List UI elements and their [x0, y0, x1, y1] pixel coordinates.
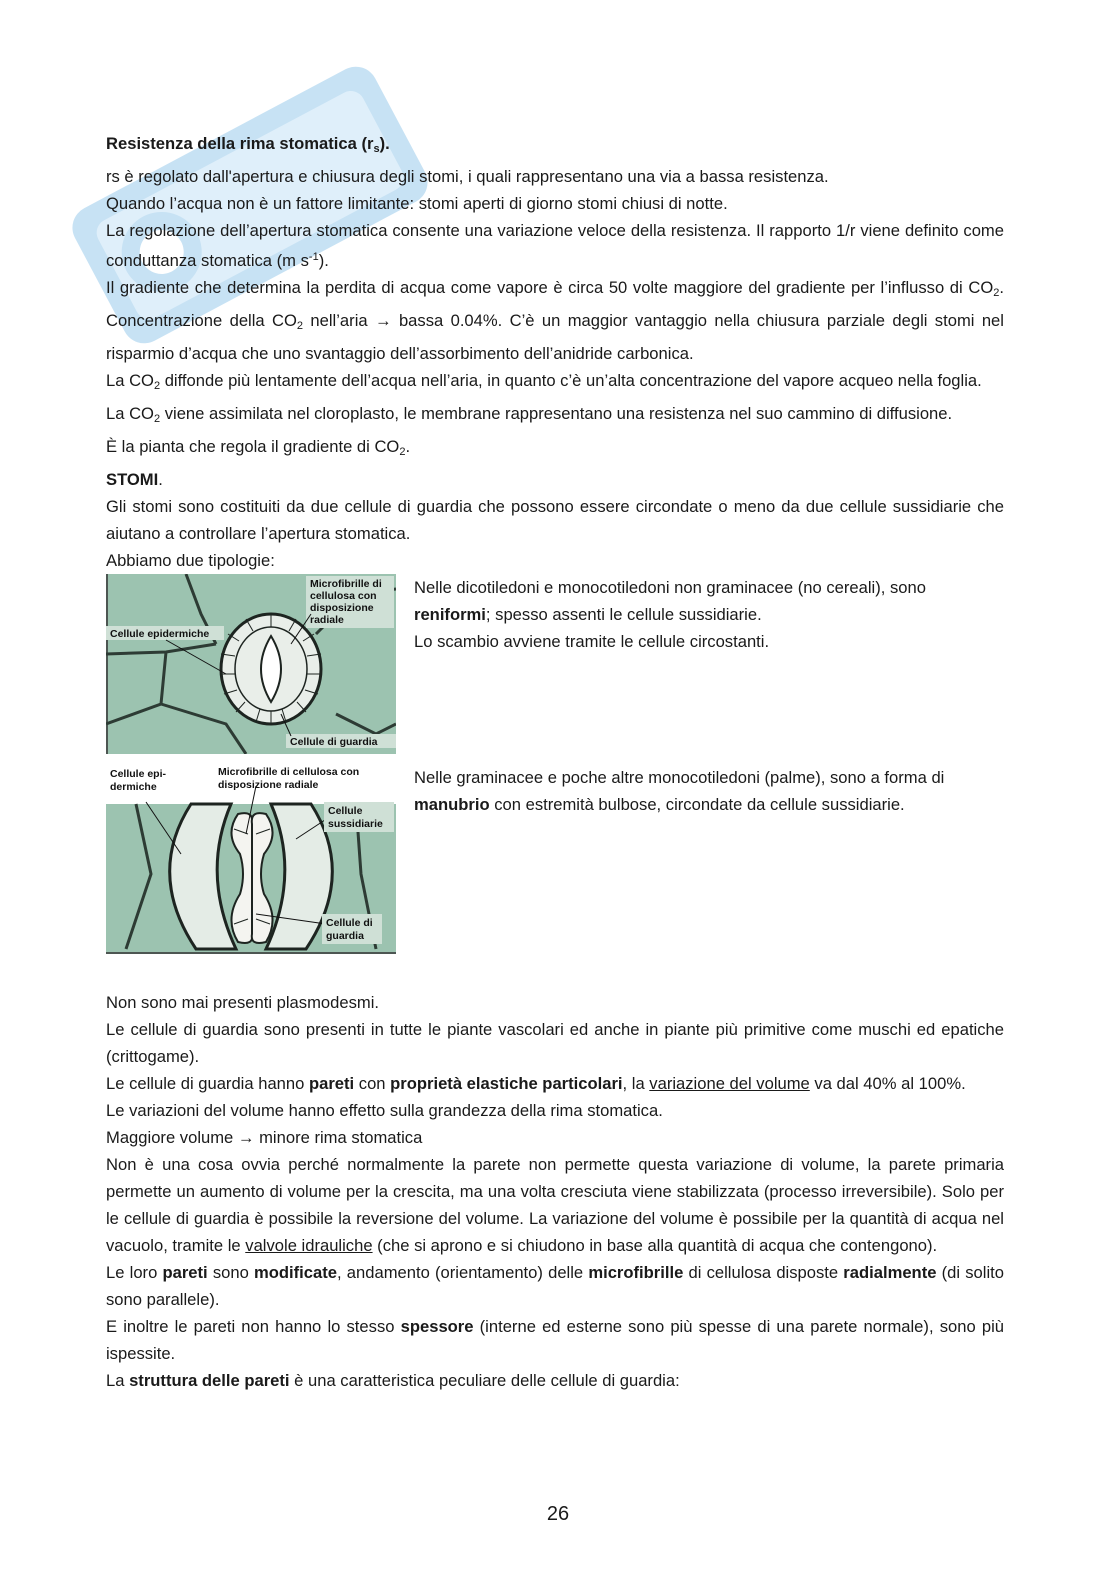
label-microfibrille-4: radiale: [310, 614, 344, 626]
paragraph: E inoltre le pareti non hanno lo stesso spessore (interne ed esterne sono più spesse di una parete normale), sono più ispessite.: [106, 1317, 1004, 1363]
label-microfibrille-2: cellulosa con: [310, 590, 377, 602]
paragraph: Le variazioni del volume hanno effetto sulla grandezza della rima stomatica.: [106, 1101, 663, 1120]
page-number: 26: [546, 1503, 570, 1525]
reniform-stoma-figure: [106, 574, 396, 754]
label-cellule-di-guardia: Cellule di: [326, 917, 373, 929]
paragraph: La $CO_2$ viene assimilata nel cloroplasto, le membrane rappresentano una resistenza nel suo cammino di diffusione.: [106, 404, 953, 425]
label-cellule-epidermiche: Cellule epidermiche: [110, 628, 210, 640]
arrow-icon: →: [374, 311, 392, 330]
label-microfibrille: Microfibrille di: [310, 578, 382, 590]
paragraph: Le cellule di guardia sono presenti in tutte le piante vascolari ed anche in piante più primitive come muschi ed epatiche (crittogame).: [106, 1020, 1004, 1066]
caption-paragraph: Nelle dicotiledoni e monocotiledoni non graminacee (no cereali), sono reniformi; spesso assenti le cellule sussidiarie.: [414, 578, 926, 624]
label-cellule-sussidiarie-2: sussidiarie: [328, 818, 383, 830]
paragraph: La struttura delle pareti è una caratteristica peculiare delle cellule di guardia:: [106, 1371, 680, 1390]
paragraph: rs è regolato dall'apertura e chiusura degli stomi, i quali rappresentano una via a bassa resistenza.: [106, 167, 829, 186]
paragraph: Gli stomi sono costituiti da due cellule di guardia che possono essere circondate o meno da due cellule sussidiarie che aiutano a controllare l’apertura stomatica.: [106, 497, 1004, 543]
paragraph: La regolazione dell’apertura stomatica consente una variazione veloce della resistenza. Il rapporto 1/r viene definito come conduttanza stomatica (m $s^{-1}$).: [106, 221, 1004, 270]
caption-paragraph: Lo scambio avviene tramite le cellule circostanti.: [414, 632, 770, 651]
paragraph: Il gradiente che determina la perdita di acqua come vapore è circa 50 volte maggiore del gradiente per l’influsso di $CO_2$. Concentrazione della $CO_2$ nell’aria → bassa 0.04%. C’è un maggior vantaggio nella chiusura parziale degli stomi nel risparmio d’acqua che uno svantaggio dell’assorbimento dell’anidride carbonica.: [106, 278, 1004, 363]
paragraph: Le cellule di guardia hanno pareti con proprietà elastiche particolari, la variazione del volume va dal 40% al 100%.: [106, 1074, 966, 1093]
paragraph: Non sono mai presenti plasmodesmi.: [106, 993, 380, 1012]
label-cellule-epidermiche-2: dermiche: [110, 781, 157, 793]
paragraph: Maggiore volume → minore rima stomatica: [106, 1128, 423, 1147]
paragraph: Non è una cosa ovvia perché normalmente la parete non permette questa variazione di volume, la parete primaria permette un aumento di volume per la crescita, ma una volta cresciuta viene stabilizzata (processo irreversibile). Solo per le cellule di guardia è possibile la reversione del volume. La variazione del volume è possibile per la quantità di acqua nel vacuolo, tramite le valvole idrauliche (che si aprono e si chiudono in base alla quantità di acqua che contengono).: [106, 1155, 1004, 1255]
figure-reniform-row: [106, 574, 1004, 764]
label-cellule-di-guardia-2: guardia: [326, 930, 364, 942]
label-cellule-epidermiche: Cellule epi-: [110, 768, 167, 780]
paragraph: La $CO_2$ diffonde più lentamente dell’acqua nell’aria, in quanto c’è un’alta concentrazione del vapore acqueo nella foglia.: [106, 371, 982, 392]
figure-reniform-caption: [414, 574, 1004, 655]
paragraph: Le loro pareti sono modificate, andamento (orientamento) delle microfibrille di cellulosa disposte radialmente (di solito sono parallele).: [106, 1263, 1004, 1309]
label-microfibrille: Microfibrille di cellulosa con: [218, 766, 360, 778]
label-cellule-sussidiarie: Cellule: [328, 805, 363, 817]
dumbbell-stoma-figure: [106, 764, 396, 954]
page-content: [106, 130, 1004, 1394]
arrow-icon: →: [237, 1128, 255, 1147]
caption-paragraph: Nelle graminacee e poche altre monocotiledoni (palme), sono a forma di manubrio con estremità bulbose, circondate da cellule sussidiarie.: [414, 768, 945, 814]
figure-dumbbell-caption: [414, 764, 1004, 818]
heading-resistenza: Resistenza della rima stomatica $(r_s)$.: [106, 134, 390, 155]
heading-stomi: STOMI.: [106, 470, 163, 489]
label-cellule-di-guardia: Cellule di guardia: [290, 736, 378, 748]
paragraph: Quando l’acqua non è un fattore limitante: stomi aperti di giorno stomi chiusi di notte.: [106, 194, 728, 213]
paragraph: Abbiamo due tipologie:: [106, 551, 275, 570]
label-microfibrille-2: disposizione radiale: [218, 779, 319, 791]
label-microfibrille-3: disposizione: [310, 602, 374, 614]
paragraph: È la pianta che regola il gradiente di $CO_2$.: [106, 437, 411, 458]
figure-dumbbell-row: [106, 764, 1004, 989]
